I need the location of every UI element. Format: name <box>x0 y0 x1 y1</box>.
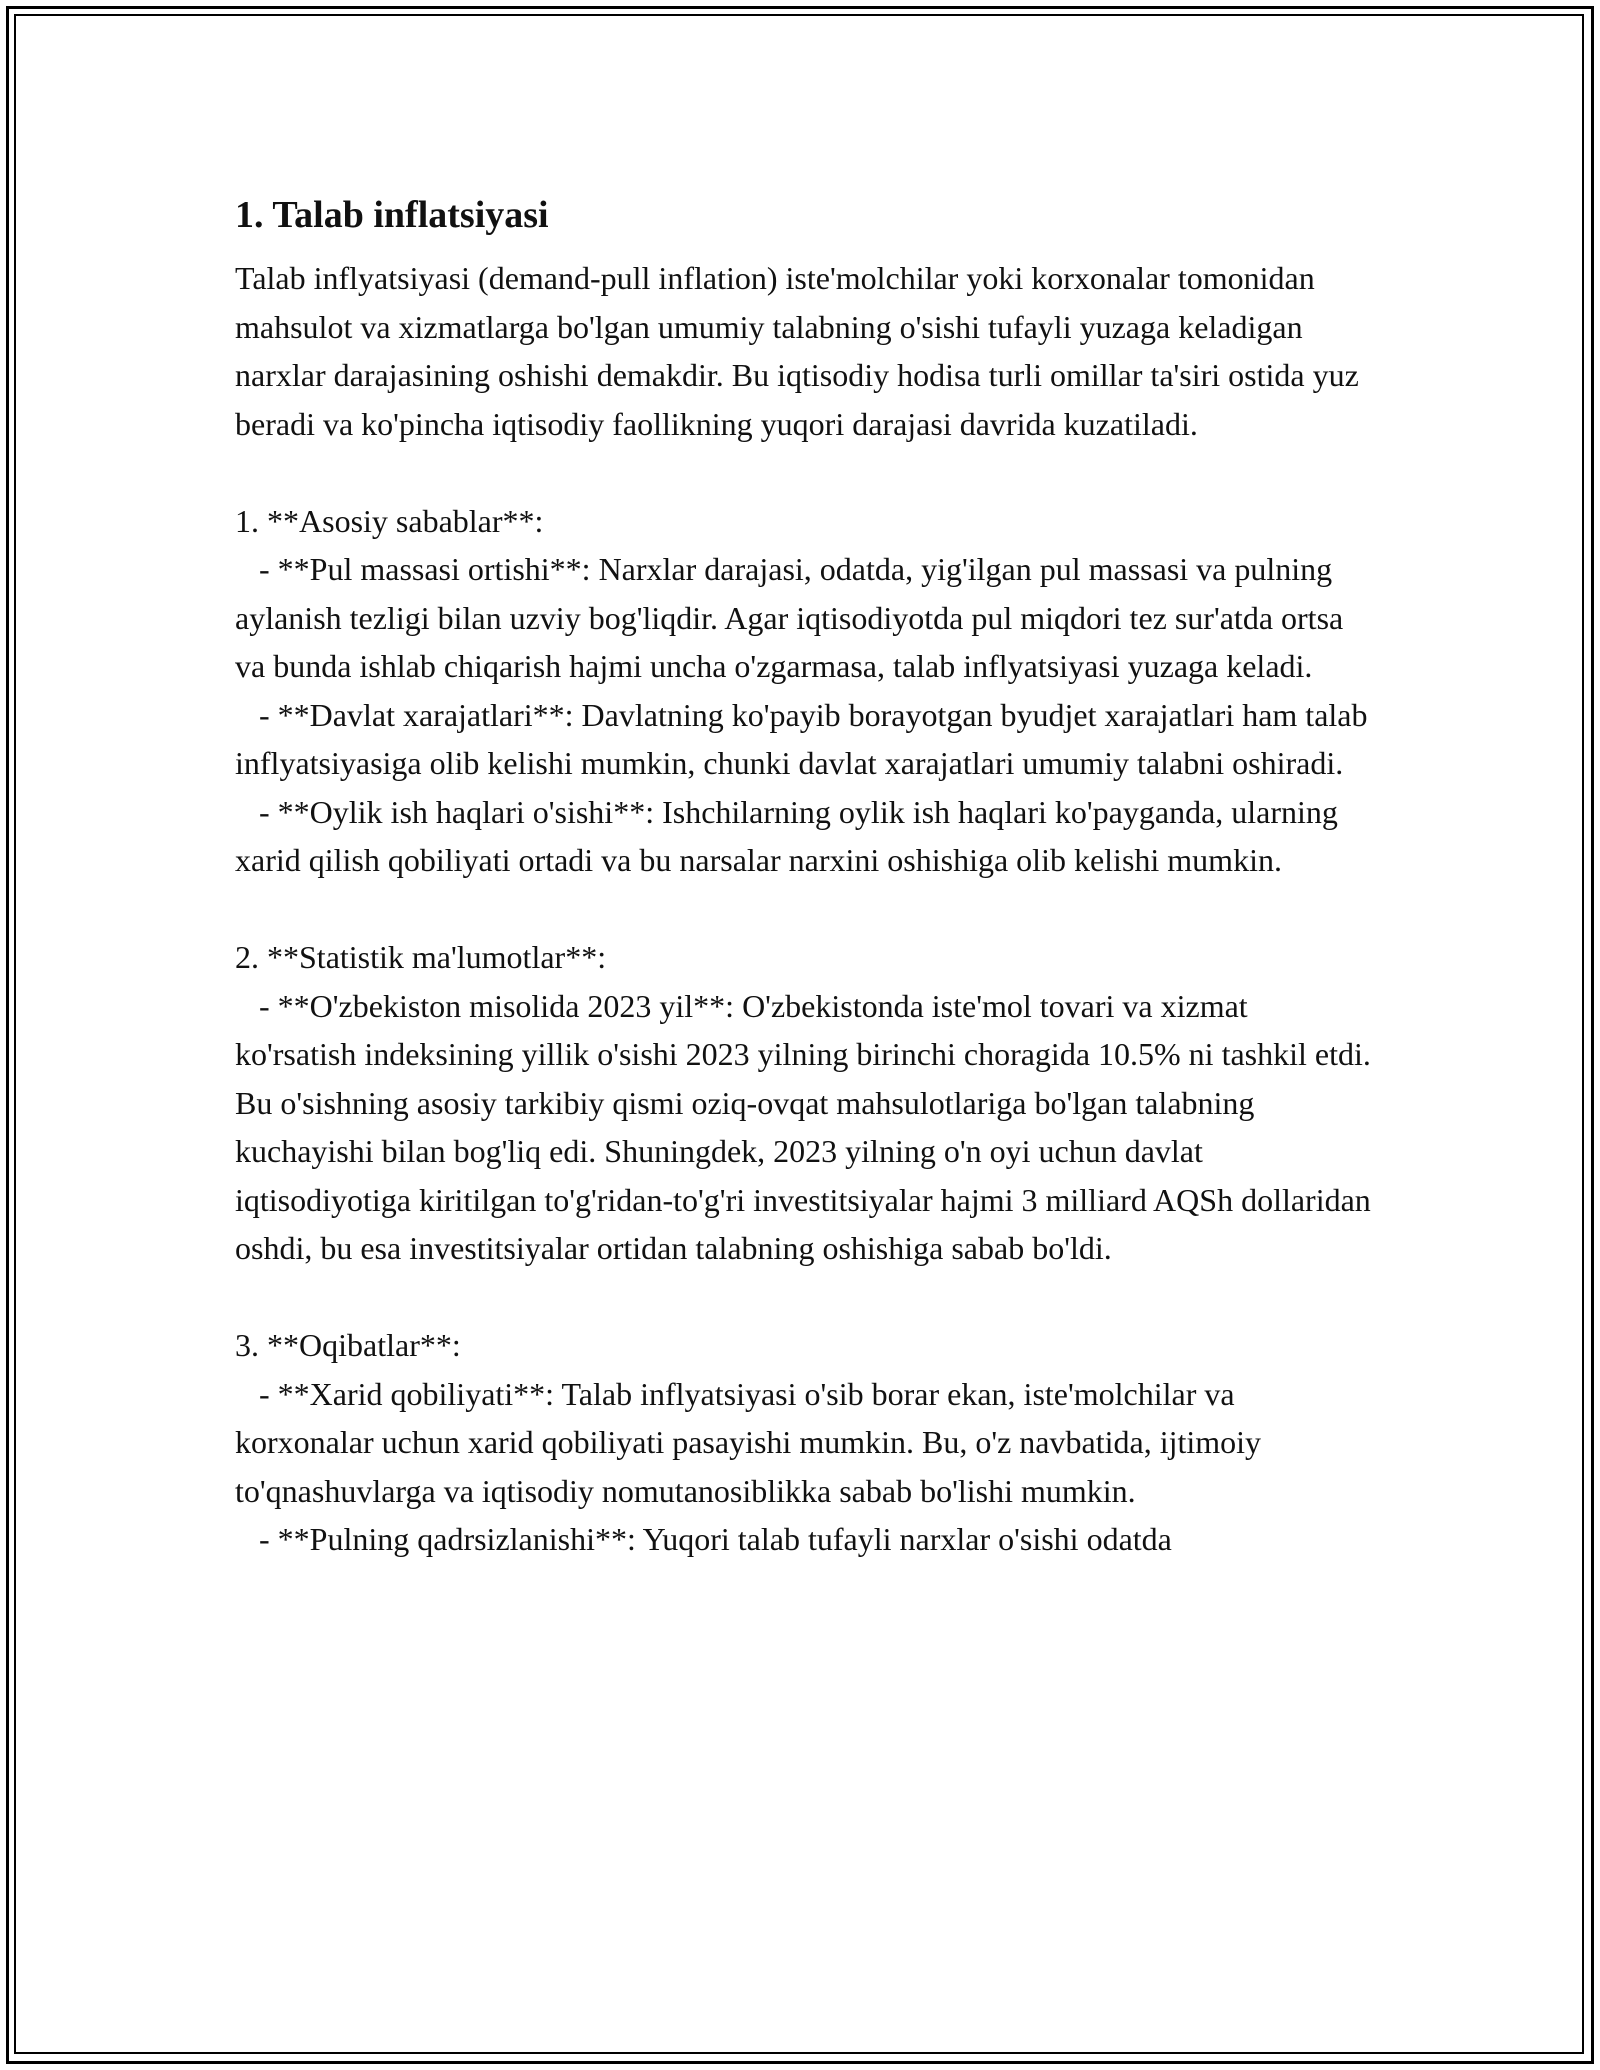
page-title: 1. Talab inflatsiyasi <box>235 194 549 236</box>
section-heading: 2. **Statistik ma'lumotlar**: <box>235 939 607 975</box>
list-item: - **Xarid qobiliyati**: Talab inflyatsiyasi o'sib borar ekan, iste'molchilar va korxonalar uchun xarid qobiliyati pasayishi mumkin. Bu, o'z navbatida, ijtimoiy to'qnashuvlarga va iqtisodiy nomutanosiblikka sabab bo'lishi mumkin. <box>235 1375 1270 1509</box>
list-item: - **O'zbekiston misolida 2023 yil**: O'zbekistonda iste'mol tovari va xizmat ko'rsatish indeksining yillik o'sishi 2023 yilning birinchi choragida 10.5% ni tashkil etdi. Bu o'sishning asosiy tarkibiy qismi oziq-ovqat mahsulotlariga bo'lgan talabning kuchayishi bilan bog'liq edi. Shuningdek, 2023 yilning o'n oyi uchun davlat iqtisodiyotiga kiritilgan to'g'ridan-to'g'ri investitsiyalar hajmi 3 milliard AQSh dollaridan oshdi, bu esa investitsiyalar ortidan talabning oshishiga sabab bo'ldi. <box>235 987 1379 1266</box>
section-causes <box>235 497 1375 885</box>
list-item: - **Davlat xarajatlari**: Davlatning ko'payib borayotgan byudjet xarajatlari ham talab inflyatsiyasiga olib kelishi mumkin, chunki davlat xarajatlari umumiy talabni oshiradi. <box>235 696 1376 781</box>
spacer <box>235 448 1375 497</box>
document-body <box>235 186 1379 1564</box>
section-heading: 3. **Oqibatlar**: <box>235 1327 461 1363</box>
list-item: - **Pul massasi ortishi**: Narxlar darajasi, odatda, yig'ilgan pul massasi va pulning aylanish tezligi bilan uzviy bog'liqdir. Agar iqtisodiyotda pul miqdori tez sur'atda ortsa va bunda ishlab chiqarish hajmi uncha o'zgarmasa, talab inflyatsiyasi yuzaga keladi. <box>235 551 1352 684</box>
spacer <box>235 1273 1375 1322</box>
spacer <box>235 885 1375 934</box>
intro-paragraph: Talab inflyatsiyasi (demand-pull inflation) iste'molchilar yoki korxonalar tomonidan mahsulot va xizmatlarga bo'lgan umumiy talabning o'sishi tufayli yuzaga keladigan narxlar darajasining oshishi demakdir. Bu iqtisodiy hodisa turli omillar ta'siri ostida yuz beradi va ko'pincha iqtisodiy faollikning yuqori darajasi davrida kuzatiladi. <box>235 260 1359 442</box>
list-item: - **Pulning qadrsizlanishi**: Yuqori talab tufayli narxlar o'sishi odatda <box>235 1521 1172 1557</box>
section-heading: 1. **Asosiy sabablar**: <box>235 502 544 539</box>
section-statistics <box>235 933 1379 1273</box>
section-consequences <box>235 1321 1375 1564</box>
list-item: - **Oylik ish haqlari o'sishi**: Ishchilarning oylik ish haqlari ko'payganda, ularning xarid qilish qobiliyati ortadi va bu narsalar narxini oshishiga olib kelishi mumkin. <box>235 793 1346 878</box>
